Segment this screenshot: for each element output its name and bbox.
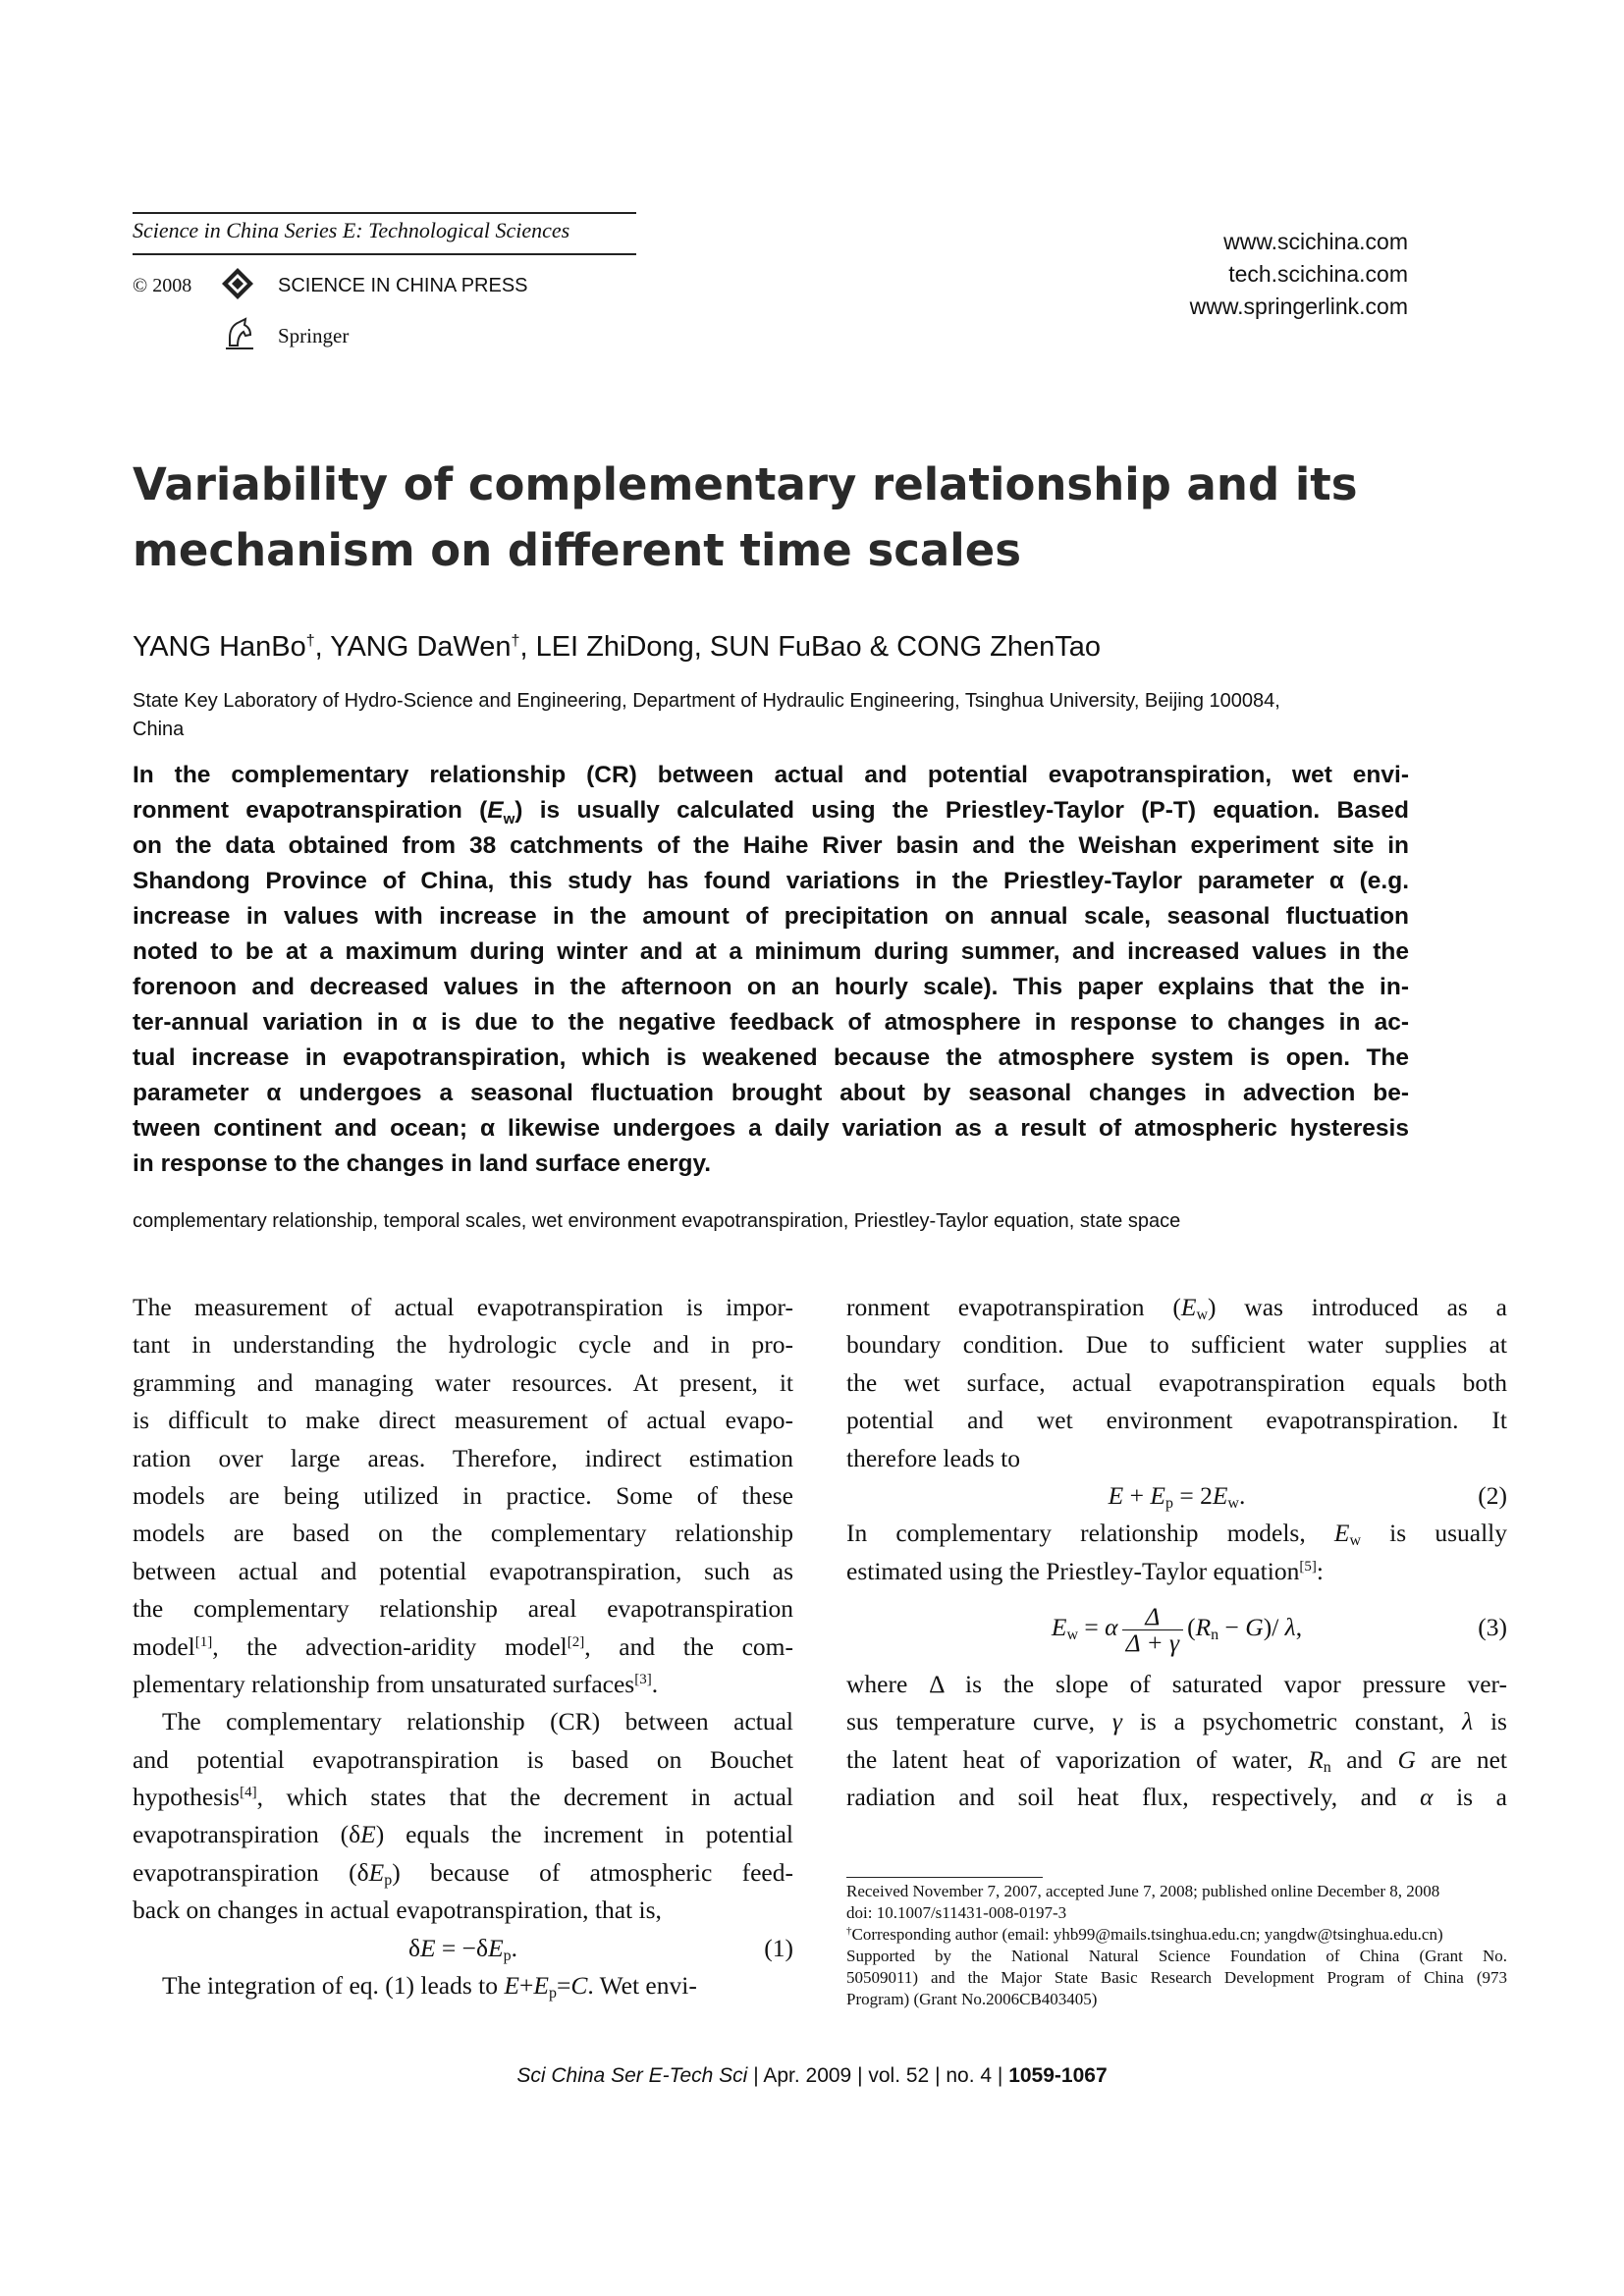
author-name: YANG DaWen [330, 631, 512, 663]
footnote-line: doi: 10.1007/s11431-008-0197-3 [846, 1903, 1067, 1922]
footnote-line: 50509011) and the Major State Basic Research Development Program of China (973 [846, 1968, 1507, 1987]
press-name: SCIENCE IN CHINA PRESS [278, 275, 528, 296]
page-footer [0, 2064, 1624, 2088]
abstract [133, 758, 1409, 1182]
footer-pages: 1059-1067 [1008, 2064, 1108, 2087]
body-line: the latent heat of vaporization of water, $R_n$ and G are net [846, 1744, 1508, 1776]
body-line: the wet surface, actual evapotranspiration equals both [846, 1367, 1507, 1397]
press-diamond-icon [221, 267, 254, 300]
body-line: hypothesis[4], which states that the decrement in actual [133, 1783, 793, 1812]
body-line: plementary relationship from unsaturated surfaces[3]. [133, 1669, 659, 1698]
footer-separator: | [992, 2064, 1009, 2087]
body-line: models are based on the complementary relationship [133, 1519, 793, 1548]
body-line: tant in understanding the hydrologic cycle and in pro- [133, 1330, 793, 1360]
abstract-line: in response to the changes in land surface energy. [133, 1150, 712, 1177]
body-line: ronment evapotranspiration $(E_w)$ was introduced as a [846, 1293, 1507, 1323]
body-line: evapotranspiration (δE) equals the increment in potential [133, 1820, 793, 1849]
footnote-line: †Corresponding author (email: yhb99@mails.tsinghua.edu.cn; yangdw@tsinghua.edu.cn) [846, 1925, 1443, 1944]
body-line: potential and wet environment evapotranspiration. It [846, 1406, 1507, 1435]
body-line: evapotranspiration $(\delta E_p)$ because of atmospheric feed- [133, 1857, 793, 1889]
footer-issue: no. 4 [946, 2064, 993, 2087]
body-line: In complementary relationship models, $E_w$ is usually [846, 1519, 1508, 1550]
title-line: mechanism on different time scales [133, 524, 1022, 576]
body-line: estimated using the Priestley-Taylor equation[5]: [846, 1556, 1324, 1585]
body-line: models are being utilized in practice. Some of these [133, 1480, 793, 1510]
body-line: sus temperature curve, γ is a psychometric constant, λ is [846, 1707, 1507, 1736]
abstract-line: ter-annual variation in α is due to the negative feedback of atmosphere in response to changes in ac- [133, 1009, 1409, 1036]
footnote-line: Supported by the National Natural Science Foundation of China (Grant No. [846, 1947, 1507, 1965]
equation-number: (3) [1478, 1613, 1507, 1642]
body-line: ration over large areas. Therefore, indirect estimation [133, 1443, 793, 1472]
footnote-line: Received November 7, 2007, accepted June 7, 2008; published online December 8, 2008 [846, 1882, 1440, 1900]
abstract-line: increase in values with increase in the amount of precipitation on annual scale, seasonal fluctuation [133, 903, 1409, 930]
url-springerlink[interactable]: www.springerlink.com [1189, 294, 1408, 319]
author-name: CONG ZhenTao [896, 631, 1102, 663]
body-line: The integration of eq. (1) leads to $E+E_p=C$. Wet envi- [162, 1971, 697, 2002]
abstract-line: on the data obtained from 38 catchments of the Haihe River basin and the Weishan experiment site in [133, 832, 1409, 859]
header-rule-top [133, 212, 636, 214]
footnote-line: Program) (Grant No.2006CB403405) [846, 1990, 1098, 2008]
abstract-line: noted to be at a maximum during winter and at a minimum during summer, and increased values in the [133, 938, 1409, 965]
author-separator: , [314, 631, 331, 663]
url-tech-scichina[interactable]: tech.scichina.com [1228, 261, 1408, 287]
footnote-rule [846, 1877, 1043, 1878]
keywords: complementary relationship, temporal scales, wet environment evapotranspiration, Priestley-Taylor equation, state space [133, 1210, 1181, 1232]
footer-volume: vol. 52 [868, 2064, 930, 2087]
abstract-line: ronment evapotranspiration $(E_w)$ is usually calculated using the Priestley-Taylor (P-T) equation. Based [133, 797, 1409, 828]
author-separator: , [693, 631, 710, 663]
abstract-line: parameter α undergoes a seasonal fluctuation brought about by seasonal changes in advection be- [133, 1080, 1409, 1106]
body-line: radiation and soil heat flux, respectively, and α is a [846, 1783, 1507, 1812]
author-name: LEI ZhiDong [535, 631, 694, 663]
footer-date: Apr. 2009 [763, 2064, 852, 2087]
body-line: model[1], the advection-aridity model[2], and the com- [133, 1631, 793, 1661]
equation-number: (1) [764, 1933, 793, 1962]
body-line: between actual and potential evapotranspiration, such as [133, 1556, 793, 1585]
affiliation-line: State Key Laboratory of Hydro-Science and Engineering, Department of Hydraulic Engineering, Tsinghua University, Beijing 100084, [133, 690, 1280, 712]
equation-1: $\delta E = -\delta E_p$. (1) [133, 1930, 793, 1967]
body-line: is difficult to make direct measurement of actual evapo- [133, 1406, 793, 1435]
affiliation-line: China [133, 719, 185, 740]
springer-horse-icon [224, 316, 255, 351]
header-rule-bottom [133, 253, 636, 255]
body-line: The complementary relationship (CR) between actual [162, 1707, 793, 1736]
author-separator: , [519, 631, 536, 663]
abstract-line: tual increase in evapotranspiration, which is weakened because the atmosphere system is open. The [133, 1044, 1409, 1071]
body-line: boundary condition. Due to sufficient water supplies at [846, 1330, 1507, 1360]
publisher-name: Springer [278, 324, 350, 347]
author-separator: & [861, 631, 897, 663]
url-scichina[interactable]: www.scichina.com [1223, 229, 1408, 254]
body-line: and potential evapotranspiration is based on Bouchet [133, 1744, 793, 1774]
journal-series: Science in China Series E: Technological Sciences [133, 218, 570, 242]
copyright-year: © 2008 [133, 275, 192, 296]
article-title [133, 452, 1360, 583]
footer-separator: | [851, 2064, 869, 2087]
equation-number: (2) [1478, 1480, 1507, 1510]
abstract-line: tween continent and ocean; α likewise undergoes a daily variation as a result of atmospheric hysteresis [133, 1115, 1409, 1142]
author-name: YANG HanBo [133, 631, 306, 663]
author-mark: † [511, 632, 520, 650]
author-mark: † [305, 632, 315, 650]
footer-separator: | [747, 2064, 764, 2087]
body-line: the complementary relationship areal evapotranspiration [133, 1594, 793, 1624]
author-name: SUN FuBao [709, 631, 862, 663]
abstract-line: forenoon and decreased values in the afternoon on an hourly scale). This paper explains that the in- [133, 974, 1409, 1000]
abstract-line: In the complementary relationship (CR) between actual and potential evapotranspiration, wet envi- [133, 762, 1409, 788]
body-line: where Δ is the slope of saturated vapor pressure ver- [846, 1669, 1507, 1698]
affiliation [133, 687, 1409, 744]
author-list [133, 631, 1101, 664]
equation-3: $E_w = \alpha$ $\frac{\Delta}{\Delta + \gamma}$ $(R_n - G)/$ λ, (3) [846, 1590, 1507, 1666]
title-line: Variability of complementary relationship and its [133, 458, 1358, 510]
body-line: The measurement of actual evapotranspiration is impor- [133, 1293, 793, 1321]
body-column-right [846, 1289, 1507, 1816]
body-line: back on changes in actual evapotranspiration, that is, [133, 1896, 662, 1925]
equation-2: $E + E_p = 2E_w$. (2) [846, 1477, 1507, 1515]
footer-separator: | [929, 2064, 947, 2087]
footnotes [846, 1881, 1507, 2010]
footer-journal: Sci China Ser E-Tech Sci [516, 2064, 748, 2087]
abstract-line: Shandong Province of China, this study has found variations in the Priestley-Taylor parameter α (e.g. [133, 868, 1409, 894]
body-line: therefore leads to [846, 1443, 1020, 1472]
body-column-left [133, 1289, 793, 2004]
body-line: gramming and managing water resources. At present, it [133, 1367, 793, 1397]
